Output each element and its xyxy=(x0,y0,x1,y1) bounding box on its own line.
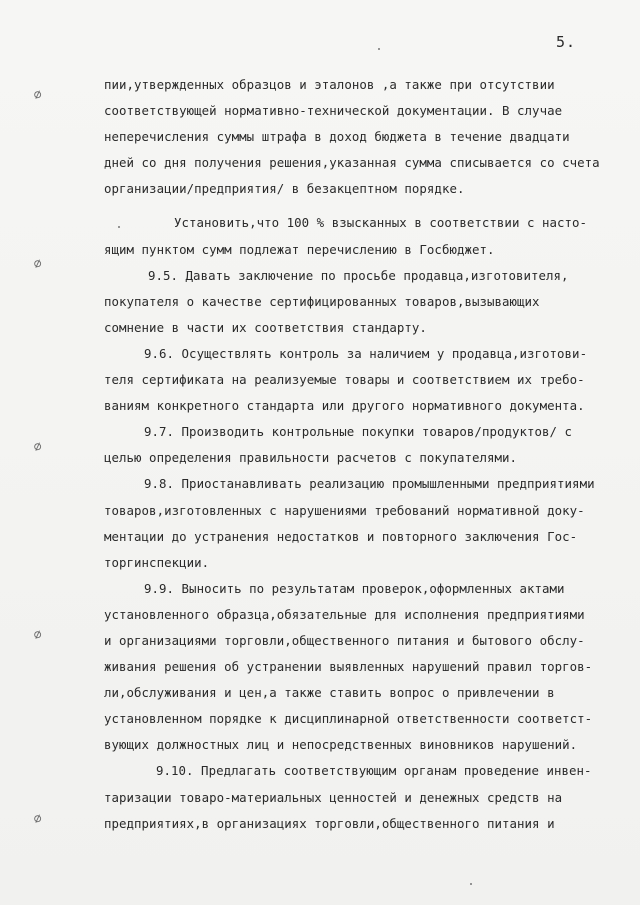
text-line: целью определения правильности расчетов с покупателями. xyxy=(104,450,518,466)
paragraph-9-7 xyxy=(104,419,604,471)
paragraph-9-10 xyxy=(104,758,604,836)
paragraph xyxy=(104,210,604,262)
text-line: живания решения об устранении выявленных нарушений правил торгов- xyxy=(104,659,593,675)
text-line: Установить,что 100 % взысканных в соответствии с насто- xyxy=(174,215,588,231)
text-line: пии,утвержденных образцов и эталонов ,а также при отсутствии xyxy=(104,77,555,92)
text-line: ящим пунктом сумм подлежат перечислению в Госбюджет. xyxy=(104,241,495,257)
text-line: 9.5. Давать заключение по просьбе продавца,изготовителя, xyxy=(148,267,569,283)
text-line: 9.9. Выносить по результатам проверок,оформленных актами xyxy=(144,580,565,596)
text-line: вующих должностных лиц и непосредственных виновников нарушений. xyxy=(104,737,578,753)
text-line: дней со дня получения решения,указанная сумма списывается со счета xyxy=(104,155,600,171)
paragraph-9-5 xyxy=(104,263,604,341)
text-line: установленного образца,обязательные для исполнения предприятиями xyxy=(104,606,585,622)
text-line: товаров,изготовленных с нарушениями требований нормативной доку- xyxy=(104,502,585,518)
text-line: покупателя о качестве сертифицированных товаров,вызывающих xyxy=(104,293,540,309)
text-line: ли,обслуживания и цен,а также ставить вопрос о привлечении в xyxy=(104,685,555,701)
document-body xyxy=(104,72,604,837)
text-line: ментации до устранения недостатков и повторного заключения Гос- xyxy=(104,528,578,544)
text-line: установленном порядке к дисциплинарной ответственности соответст- xyxy=(104,711,593,727)
paragraph-9-9 xyxy=(104,576,604,759)
text-line: теля сертификата на реализуемые товары и соответствием их требо- xyxy=(104,372,585,388)
text-line: сомнение в части их соответствия стандарту. xyxy=(104,319,427,335)
binding-hole-mark: ∅ xyxy=(31,438,45,456)
paper-speck xyxy=(470,883,472,885)
text-line: 9.10. Предлагать соответствующим органам проведение инвен- xyxy=(156,763,592,779)
text-line: и организациями торговли,общественного питания и бытового обслу- xyxy=(104,632,585,648)
text-line: таризации товаро-материальных ценностей и денежных средств на xyxy=(104,789,563,805)
binding-hole-mark: ∅ xyxy=(31,810,45,828)
text-line: неперечисления суммы штрафа в доход бюджета в течение двадцати xyxy=(104,129,570,145)
page-number: 5. xyxy=(556,33,577,51)
binding-hole-mark: ∅ xyxy=(31,626,45,644)
text-line: ваниям конкретного стандарта или другого нормативного документа. xyxy=(104,398,585,414)
text-line: 9.8. Приостанавливать реализацию промышленными предприятиями xyxy=(144,476,595,492)
binding-hole-mark: ∅ xyxy=(31,86,45,104)
text-line: торгинспекции. xyxy=(104,554,210,570)
text-line: 9.7. Производить контрольные покупки товаров/продуктов/ с xyxy=(144,424,573,440)
paragraph-9-6 xyxy=(104,341,604,419)
paragraph-9-8 xyxy=(104,471,604,575)
paper-speck xyxy=(378,48,380,50)
binding-hole-mark: ∅ xyxy=(31,255,45,273)
paragraph xyxy=(104,72,604,202)
text-line: организации/предприятия/ в безакцептном порядке. xyxy=(104,181,465,197)
text-line: соответствующей нормативно-технической документации. В случае xyxy=(104,103,563,119)
text-line: предприятиях,в организациях торговли,общественного питания и xyxy=(104,815,555,831)
text-line: 9.6. Осуществлять контроль за наличием у продавца,изготови- xyxy=(144,345,588,361)
